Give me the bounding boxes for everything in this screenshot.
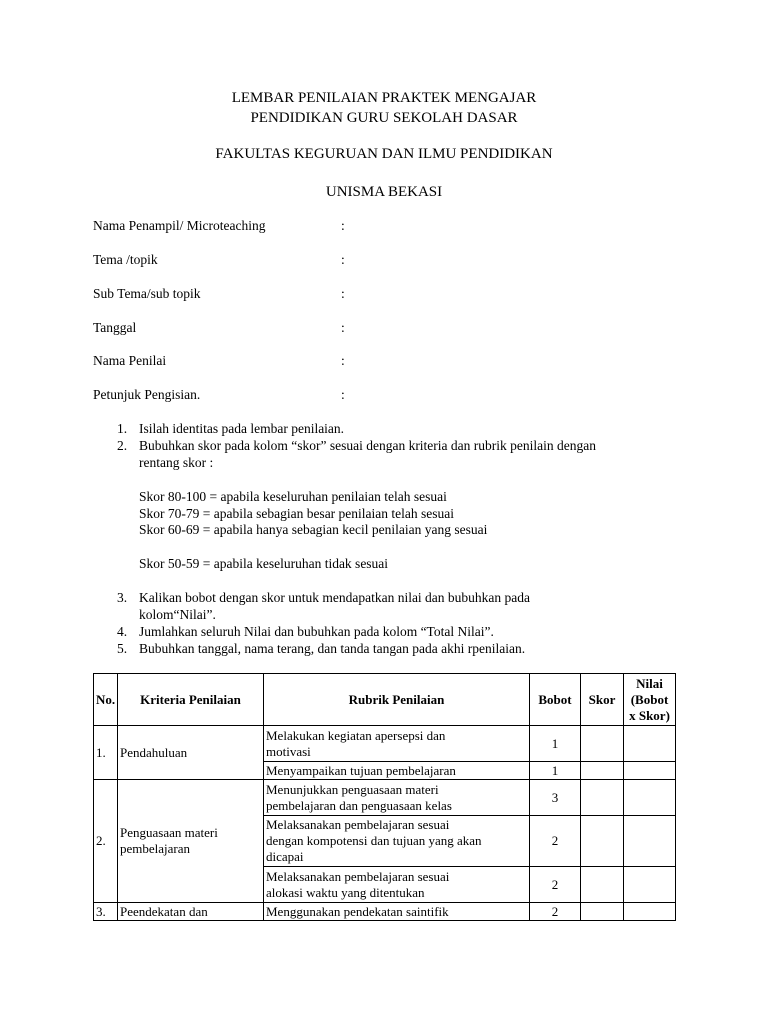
rubric-cell	[264, 867, 530, 903]
score-range-3: Skor 60-69 = apabila hanya sebagian kecil penilaian yang sesuai	[139, 522, 488, 537]
field-tanggal	[93, 319, 393, 337]
faculty-name: FAKULTAS KEGURUAN DAN ILMU PENDIDIKAN	[215, 146, 553, 162]
criteria-cell	[118, 780, 264, 903]
table-row	[94, 780, 676, 816]
field-nama-penampil	[93, 217, 393, 235]
nilai-cell[interactable]	[624, 726, 676, 762]
field-label: Tanggal	[93, 320, 137, 335]
rubric-text: Melaksanakan pembelajaran sesuai	[266, 868, 450, 884]
table-header-row	[94, 674, 676, 726]
criteria-text: Peendekatan dan	[120, 903, 208, 919]
instruction-text: Jumlahkan seluruh Nilai dan bubuhkan pada kolom “Total Nilai”.	[139, 624, 494, 639]
field-tema	[93, 251, 393, 269]
table-row	[94, 726, 676, 762]
header-rubrik: Rubrik Penilaian	[264, 674, 530, 726]
document-title: LEMBAR PENILAIAN PRAKTEK MENGAJAR	[231, 90, 537, 106]
field-colon: :	[341, 286, 345, 301]
instruction-text-continued: kolom“Nilai”.	[139, 607, 216, 622]
header-bobot: Bobot	[530, 674, 581, 726]
instruction-text: Bubuhkan skor pada kolom “skor” sesuai dengan kriteria dan rubrik penilain dengan	[139, 438, 596, 453]
header-nilai	[624, 674, 676, 726]
rubric-text: Menyampaikan tujuan pembelajaran	[266, 762, 456, 778]
instruction-number: 1.	[117, 421, 128, 436]
rubric-cell	[264, 903, 530, 921]
header-no: No.	[94, 674, 118, 726]
score-range-2: Skor 70-79 = apabila sebagian besar penilaian telah sesuai	[139, 506, 455, 521]
header-nilai-line1: Nilai	[636, 675, 663, 691]
field-label: Tema /topik	[93, 252, 158, 267]
field-sub-tema	[93, 285, 393, 303]
rubric-cell	[264, 762, 530, 780]
bobot-cell: 2	[530, 816, 581, 867]
criteria-cell	[118, 903, 264, 921]
rubric-text: pembelajaran dan penguasaan kelas	[266, 797, 452, 813]
skor-cell[interactable]	[581, 780, 624, 816]
field-label: Nama Penampil/ Microteaching	[93, 218, 266, 233]
bobot-cell: 1	[530, 762, 581, 780]
instruction-number: 2.	[117, 438, 128, 453]
nilai-cell[interactable]	[624, 903, 676, 921]
university-name: UNISMA BEKASI	[325, 184, 443, 200]
rubric-text: Menggunakan pendekatan saintifik	[266, 903, 449, 919]
bobot-cell: 2	[530, 903, 581, 921]
rubric-cell	[264, 816, 530, 867]
row-number: 3.	[94, 903, 118, 921]
field-colon: :	[341, 218, 345, 233]
header-nilai-line2: (Bobot	[630, 691, 669, 707]
skor-cell[interactable]	[581, 903, 624, 921]
instruction-text: Kalikan bobot dengan skor untuk mendapatkan nilai dan bubuhkan pada	[139, 590, 531, 605]
bobot-cell: 1	[530, 726, 581, 762]
field-colon: :	[341, 387, 345, 402]
field-label: Nama Penilai	[93, 353, 167, 368]
header-nilai-line3: x Skor)	[629, 707, 670, 723]
rubric-text: dicapai	[266, 849, 304, 864]
nilai-cell[interactable]	[624, 762, 676, 780]
skor-cell[interactable]	[581, 816, 624, 867]
skor-cell[interactable]	[581, 867, 624, 903]
rubric-text: motivasi	[266, 743, 311, 759]
nilai-cell[interactable]	[624, 816, 676, 867]
field-nama-penilai	[93, 352, 393, 370]
skor-cell[interactable]	[581, 762, 624, 780]
header-skor: Skor	[581, 674, 624, 726]
assessment-table	[93, 673, 676, 921]
field-colon: :	[341, 320, 345, 335]
instruction-number: 4.	[117, 624, 128, 639]
rubric-text: Melaksanakan pembelajaran sesuai	[266, 817, 450, 832]
rubric-cell	[264, 780, 530, 816]
field-petunjuk	[93, 386, 393, 404]
header-kriteria: Kriteria Penilaian	[118, 674, 264, 726]
field-colon: :	[341, 353, 345, 368]
field-colon: :	[341, 252, 345, 267]
score-range-1: Skor 80-100 = apabila keseluruhan penilaian telah sesuai	[139, 489, 447, 504]
nilai-cell[interactable]	[624, 867, 676, 903]
instruction-text: Bubuhkan tanggal, nama terang, dan tanda tangan pada akhi rpenilaian.	[139, 641, 526, 656]
instruction-text-continued: rentang skor :	[139, 455, 214, 470]
rubric-text: dengan kompotensi dan tujuan yang akan	[266, 833, 482, 848]
skor-cell[interactable]	[581, 726, 624, 762]
rubric-cell	[264, 726, 530, 762]
criteria-cell	[118, 726, 264, 780]
row-number: 2.	[94, 780, 118, 903]
instruction-text: Isilah identitas pada lembar penilaian.	[139, 421, 345, 436]
field-label: Sub Tema/sub topik	[93, 286, 201, 301]
instruction-number: 3.	[117, 590, 128, 605]
criteria-text: pembelajaran	[120, 841, 191, 856]
document-subtitle: PENDIDIKAN GURU SEKOLAH DASAR	[250, 110, 518, 126]
field-label: Petunjuk Pengisian.	[93, 387, 201, 402]
score-range-4: Skor 50-59 = apabila keseluruhan tidak sesuai	[139, 556, 389, 571]
instruction-number: 5.	[117, 641, 128, 656]
rubric-text: Menunjukkan penguasaan materi	[266, 781, 439, 797]
nilai-cell[interactable]	[624, 780, 676, 816]
bobot-cell: 3	[530, 780, 581, 816]
row-number: 1.	[94, 726, 118, 780]
criteria-text: Pendahuluan	[120, 744, 188, 760]
rubric-text: alokasi waktu yang ditentukan	[266, 884, 425, 900]
table-row	[94, 903, 676, 921]
bobot-cell: 2	[530, 867, 581, 903]
criteria-text: Penguasaan materi	[120, 825, 218, 840]
rubric-text: Melakukan kegiatan apersepsi dan	[266, 727, 446, 743]
